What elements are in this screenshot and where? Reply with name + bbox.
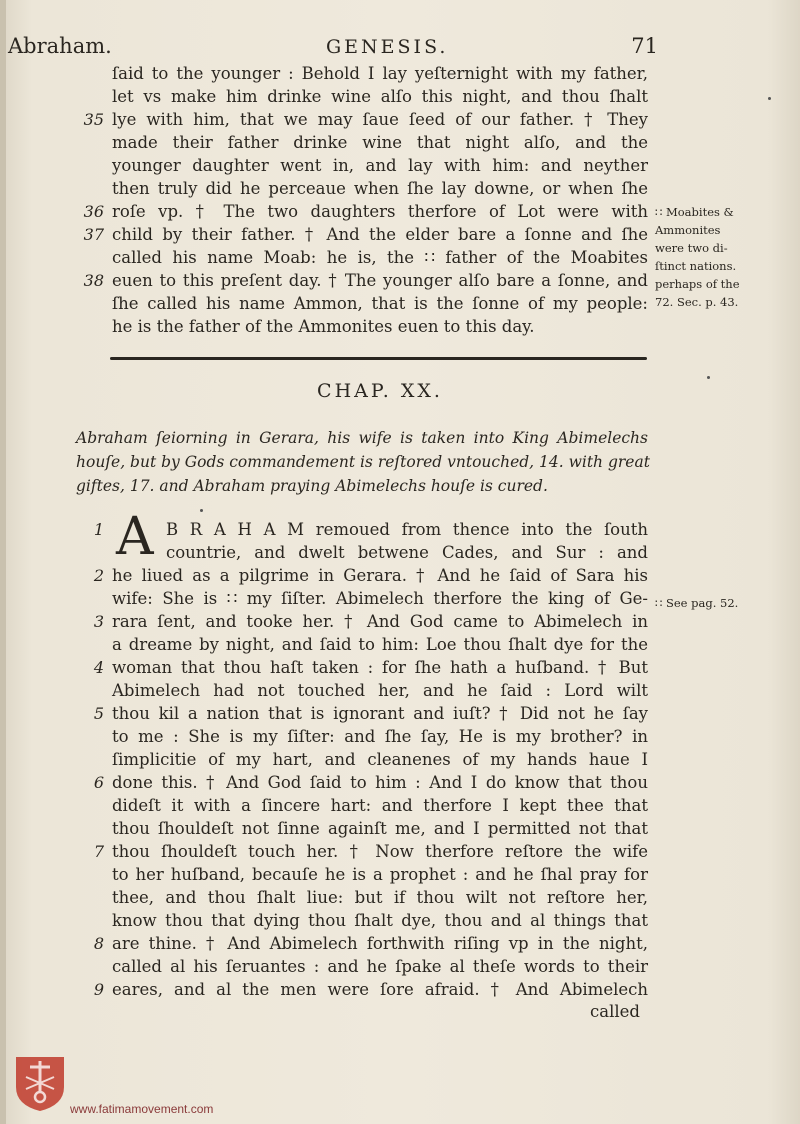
verse-number [82,587,104,610]
verse-number: 4 [93,658,104,677]
text-line: B R A H A M remoued from thence into the ſouth [166,520,648,539]
page-speck [200,509,203,512]
verse-number [82,85,104,108]
verse-number: 38 [83,271,104,290]
page-spine-shadow [0,0,6,1124]
page-speck [768,97,771,100]
text-line: child by their father. † And the elder bare a ſonne and ſhe [112,225,648,244]
text-line: let vs make him drinke wine alſo this night, and thou ſhalt [112,87,648,106]
verse-number: 6 [93,773,104,792]
verse-number: 2 [93,566,104,585]
page-speck [707,376,710,379]
margin-note: ſtinct nations. [655,259,737,273]
verse-number: 1 [93,520,104,539]
text-line: made their father drinke wine that night alſo, and the [112,133,648,152]
verse-number [82,794,104,817]
margin-note: 72. Sec. p. 43. [655,295,739,309]
text-line: then truly did he perceaue when ſhe lay downe, or when ſhe [112,179,648,198]
verse-number [82,863,104,886]
text-line: younger daughter went in, and lay with him: and neyther [112,156,648,175]
chapter-heading: CHAP. XX. [317,380,443,402]
summary-line: Abraham ſeiorning in Gerara, his wife is taken into King Abimelechs [76,429,648,447]
text-line: ſimplicitie of my hart, and cleanenes of my hands haue I [112,750,648,769]
verse-number: 36 [83,202,104,221]
text-line: called his name Moab: he is, the ∷ father of the Moabites [112,248,648,267]
text-line: to me : She is my ſiſter: and ſhe ſay, He is my brother? in [112,727,648,746]
text-line: thee, and thou ſhalt liue: but if thou wilt not reſtore her, [112,888,648,907]
verse-number: 5 [93,704,104,723]
catchword: called [590,1002,640,1021]
verse-number [82,886,104,909]
text-line: thou ſhouldeſt touch her. † Now therfore reſtore the wife [112,842,648,861]
text-line: he is the father of the Ammonites euen to this day. [112,317,535,336]
text-line: thou ſhouldeſt not ſinne againſt me, and I permitted not that [112,819,648,838]
header-book-title: GENESIS. [326,36,449,58]
verse-number [82,177,104,200]
text-line: lye with him, that we may ſaue ſeed of our father. † They [112,110,648,129]
verse-number [82,246,104,269]
text-line: countrie, and dwelt betwene Cades, and Sur : and [166,543,648,562]
text-line: ſhe called his name Ammon, that is the ſonne of my people: [112,294,648,313]
papal-keys-crest-icon [12,1053,68,1113]
verse-number: 35 [83,110,104,129]
verse-number [82,315,104,338]
summary-line: houſe, but by Gods commandement is reſtored vntouched, 14. with great [76,453,650,471]
verse-number [82,748,104,771]
text-line: know thou that dying thou ſhalt dye, thou and al things that [112,911,648,930]
summary-line: giftes, 17. and Abraham praying Abimelechs houſe is cured. [76,477,548,495]
text-line: rara ſent, and tooke her. † And God came to Abimelech in [112,612,648,631]
margin-note: ∷ Moabites & [655,205,734,219]
drop-cap-letter: A [116,507,154,567]
text-line: done this. † And God ſaid to him : And I do know that thou [112,773,648,792]
text-line: called al his ſeruantes : and he ſpake al theſe words to their [112,957,648,976]
text-line: thou kil a nation that is ignorant and iuſt? † Did not he ſay [112,704,648,723]
text-line: ſaid to the younger : Behold I lay yeſternight with my father, [112,64,648,83]
verse-number [82,909,104,932]
verse-number: 3 [93,612,104,631]
text-line: are thine. † And Abimelech forthwith riſing vp in the night, [112,934,648,953]
verse-number [82,633,104,656]
text-line: dideſt it with a ſincere hart: and therfore I kept thee that [112,796,648,815]
verse-number: 8 [93,934,104,953]
verse-number [82,817,104,840]
text-line: a dreame by night, and ſaid to him: Loe thou ſhalt dye for the [112,635,648,654]
margin-note: ∷ See pag. 52. [655,596,739,610]
verse-number: 7 [93,842,104,861]
verse-number [82,292,104,315]
text-line: he liued as a pilgrime in Gerara. † And he ſaid of Sara his [112,566,648,585]
text-line: Abimelech had not touched her, and he ſaid : Lord wilt [112,681,648,700]
verse-number [82,62,104,85]
header-left: Abraham. [8,34,112,58]
site-url-link[interactable]: www.fatimamovement.com [70,1102,214,1116]
margin-note: Ammonites [655,223,721,237]
text-line: euen to this preſent day. † The younger alſo bare a ſonne, and [112,271,648,290]
page-number: 71 [631,34,658,58]
verse-number [82,955,104,978]
verse-number [82,725,104,748]
text-line: eares, and al the men were ſore afraid. † And Abimelech [112,980,648,999]
margin-note: were two di- [655,241,728,255]
verse-number [82,131,104,154]
verse-number [82,154,104,177]
text-line: wife: She is ∷ my ſiſter. Abimelech therfore the king of Ge- [112,589,648,608]
verse-number [82,679,104,702]
verse-number: 37 [83,225,104,244]
verse-number: 9 [93,980,104,999]
text-line: to her huſband, becauſe he is a prophet : and he ſhal pray for [112,865,648,884]
section-divider-rule [110,357,647,360]
margin-note: perhaps of the [655,277,740,291]
text-line: roſe vp. † The two daughters therfore of Lot were with [112,202,648,221]
text-line: woman that thou haſt taken : for ſhe hath a huſband. † But [112,658,648,677]
